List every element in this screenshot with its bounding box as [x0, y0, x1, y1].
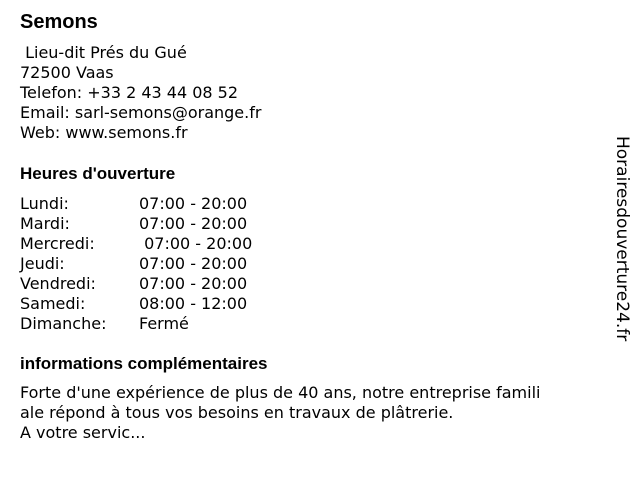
day-label: Dimanche:: [20, 314, 107, 333]
day-hours: 07:00 - 20:00: [139, 194, 248, 213]
hours-row-wednesday: [20, 234, 320, 254]
day-hours: 07:00 - 20:00: [139, 234, 253, 253]
hours-row-friday: [20, 274, 320, 294]
opening-hours-table: [20, 194, 320, 334]
day-hours: 07:00 - 20:00: [139, 214, 248, 233]
hours-row-saturday: [20, 294, 320, 314]
day-label: Mardi:: [20, 214, 70, 233]
hours-row-monday: [20, 194, 320, 214]
day-label: Vendredi:: [20, 274, 96, 293]
contact-block: [20, 43, 261, 143]
info-line: ale répond à tous vos besoins en travaux de plâtrerie.: [20, 403, 454, 422]
website-link: Web: www.semons.fr: [20, 123, 188, 142]
day-hours: Fermé: [139, 314, 189, 333]
hours-row-thursday: [20, 254, 320, 274]
address-street: Lieu-dit Prés du Gué: [20, 43, 187, 62]
address-city: 72500 Vaas: [20, 63, 114, 82]
site-watermark: Horairesdouverture24.fr: [612, 136, 632, 342]
email-address: Email: sarl-semons@orange.fr: [20, 103, 262, 122]
additional-info-heading: informations complémentaires: [20, 354, 268, 373]
day-hours: 07:00 - 20:00: [139, 254, 248, 273]
day-label: Lundi:: [20, 194, 69, 213]
day-label: Mercredi:: [20, 234, 95, 253]
info-line: A votre servic...: [20, 423, 146, 442]
phone-number: Telefon: +33 2 43 44 08 52: [20, 83, 239, 102]
info-line: Forte d'une expérience de plus de 40 ans, notre entreprise famili: [20, 383, 541, 402]
additional-info-text: [20, 383, 590, 443]
day-hours: 08:00 - 12:00: [139, 294, 248, 313]
day-label: Samedi:: [20, 294, 86, 313]
hours-row-tuesday: [20, 214, 320, 234]
opening-hours-heading: Heures d'ouverture: [20, 164, 176, 183]
day-hours: 07:00 - 20:00: [139, 274, 248, 293]
day-label: Jeudi:: [20, 254, 65, 273]
hours-row-sunday: [20, 314, 320, 334]
business-name: Semons: [20, 11, 98, 33]
